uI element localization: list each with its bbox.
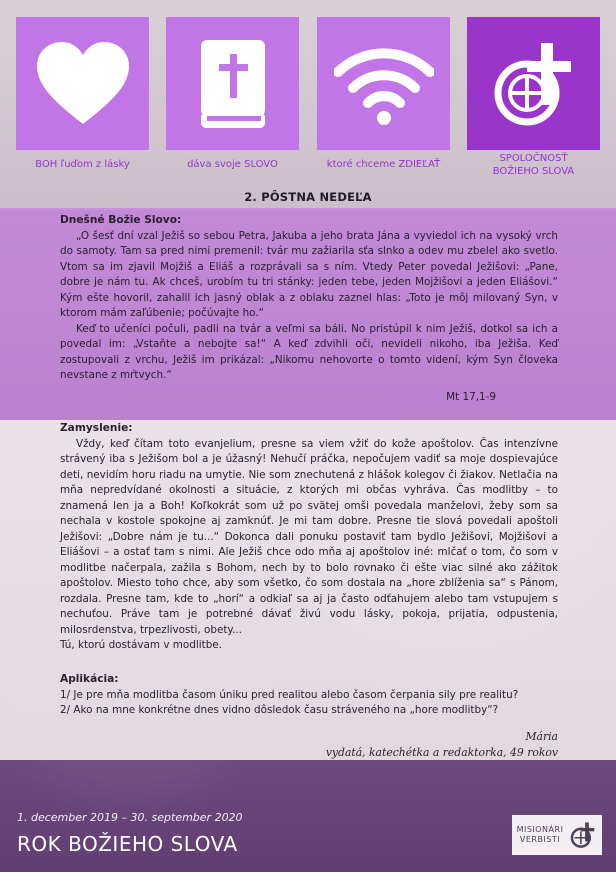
tile-heart <box>16 17 149 150</box>
icon-row <box>16 17 600 157</box>
logo-text <box>512 825 568 845</box>
tile-caption-4 <box>467 152 600 178</box>
heart-icon <box>35 40 131 128</box>
application-question-1: 1/ Je pre mňa modlitba časom úniku pred realitou alebo časom čerpania sily pre realitu? <box>60 688 519 701</box>
tile-caption-2: dáva svoje SLOVO <box>187 159 278 170</box>
missionaries-logo <box>512 815 602 855</box>
logo-line-1: MISIONÁRI <box>516 825 564 834</box>
society-globe-cross-icon <box>568 819 598 851</box>
gospel-reference: Mt 17,1-9 <box>446 390 496 403</box>
application-section <box>60 672 558 719</box>
tile-bible <box>166 17 299 150</box>
reflection-body: Vždy, keď čítam toto evanjelium, presne sa viem vžiť do kože apoštolov. Čas intenzívne strávený iba s Ježišom bol a je úžasný! Nehučí práčka, nepočujem vadiť sa moje dospievajúce deti, nevidím horu riadu na umytie. Nie som znechutená z hlášok kolegov či žiakov. Netlačia na mňa nepredvídané okolnosti a situácie, z ktorých mi občas vyhráva. Čas modlitby – to znamená len ja a Boh! Koľkokrát som už po svätej omši povedala manželovi, žeby som sa nechala v kostole spokojne aj zamknúť. Je mi tam dobre. Presne tie slová povedali apoštoli Ježišovi: „Dobre nám je tu...“ Dokonca dali ponuku postaviť tam bydlo Ježišovi, Mojžišovi a Eliášovi – a ostať tam s nimi. Ale Ježiš chce odo mňa aj apoštolov iné: mlčať o tom, čo som v modlitbe načerpala, zažila s Bohom, nech by to bolo rovnako či ešte viac silné ako zážitok apoštolov. Miesto toho chce, aby som všetko, čo som dostala na „hore zblíženia sa“ s Pánom, rozdala. Presne tam, kde to „horí“ a odkiaľ sa aj ja často odťahujem alebo tam vstupujem s nechuťou. Práve tam je potrebné dávať živú vodu lásky, pokoja, prijatia, odpustenia, milosrdenstva, trpezlivosti, obety... <box>60 437 558 636</box>
footer-title: ROK BOŽIEHO SLOVA <box>17 832 238 856</box>
tile-caption-4-line2: BOŽIEHO SLOVA <box>492 166 575 177</box>
tile-wifi <box>317 17 450 150</box>
reflection-section <box>60 421 558 654</box>
society-globe-cross-icon <box>485 35 583 133</box>
tile-caption-4-line1: SPOLOČNOSŤ <box>499 153 568 164</box>
signature-name: Mária <box>525 730 558 743</box>
gospel-paragraph-2: Keď to učeníci počuli, padli na tvár a veľmi sa báli. No pristúpil k nim Ježiš, dotkol sa ich a povedal im: „Vstaňte a nebojte sa!“ A keď zdvihli oči, nevideli nikoho, iba Ježiša. Keď zostupovali z vrchu, Ježiš im prikázal: „Nikomu nehovorte o tomto videní, kým Syn človeka nevstane z mŕtvych.“ <box>60 322 558 381</box>
reflection-heading: Zamyslenie: <box>60 422 133 434</box>
signature-description: vydatá, katechétka a redaktorka, 49 rokov <box>325 746 558 759</box>
tile-caption-3: ktoré chceme ZDIEĽAŤ <box>326 159 441 170</box>
tile-society <box>467 17 600 150</box>
wifi-icon <box>334 42 434 126</box>
gospel-section <box>60 213 558 405</box>
tile-caption-1: BOH ľuďom z lásky <box>35 159 130 170</box>
gospel-paragraph-1: „O šesť dní vzal Ježiš so sebou Petra, Jakuba a jeho brata Jána a vyviedol ich na vysoký vrch do samoty. Tam sa pred nimi premenil: tvár mu zažiarila sťa slnko a odev mu zbelel ako svetlo. Vtom sa im zjavil Mojžiš a Eliáš a rozprávali sa s ním. Vtedy Peter povedal Ježišovi: „Pane, dobre je nám tu. Ak chceš, urobím tu tri stánky: jeden tebe, jeden Mojžišovi a jeden Eliášovi.“ Kým ešte hovoril, zahalil ich jasný oblak a z oblaku zaznel hlas: „Toto je môj milovaný Syn, v ktorom mám zaľúbenie; počúvajte ho.“ <box>60 229 558 319</box>
page-title: 2. PÔSTNA NEDEĽA <box>244 190 372 204</box>
gospel-heading: Dnešné Božie Slovo: <box>60 214 182 226</box>
application-question-2: 2/ Ako na mne konkrétne dnes vidno dôsledok času stráveného na „hore modlitby“? <box>60 704 499 716</box>
footer-date-range: 1. december 2019 – 30. september 2020 <box>17 811 243 824</box>
bible-icon <box>195 38 271 130</box>
application-heading: Aplikácia: <box>60 673 119 685</box>
logo-line-2: VERBISTI <box>519 835 561 844</box>
reflection-closing: Tú, ktorú dostávam v modlitbe. <box>60 639 222 651</box>
